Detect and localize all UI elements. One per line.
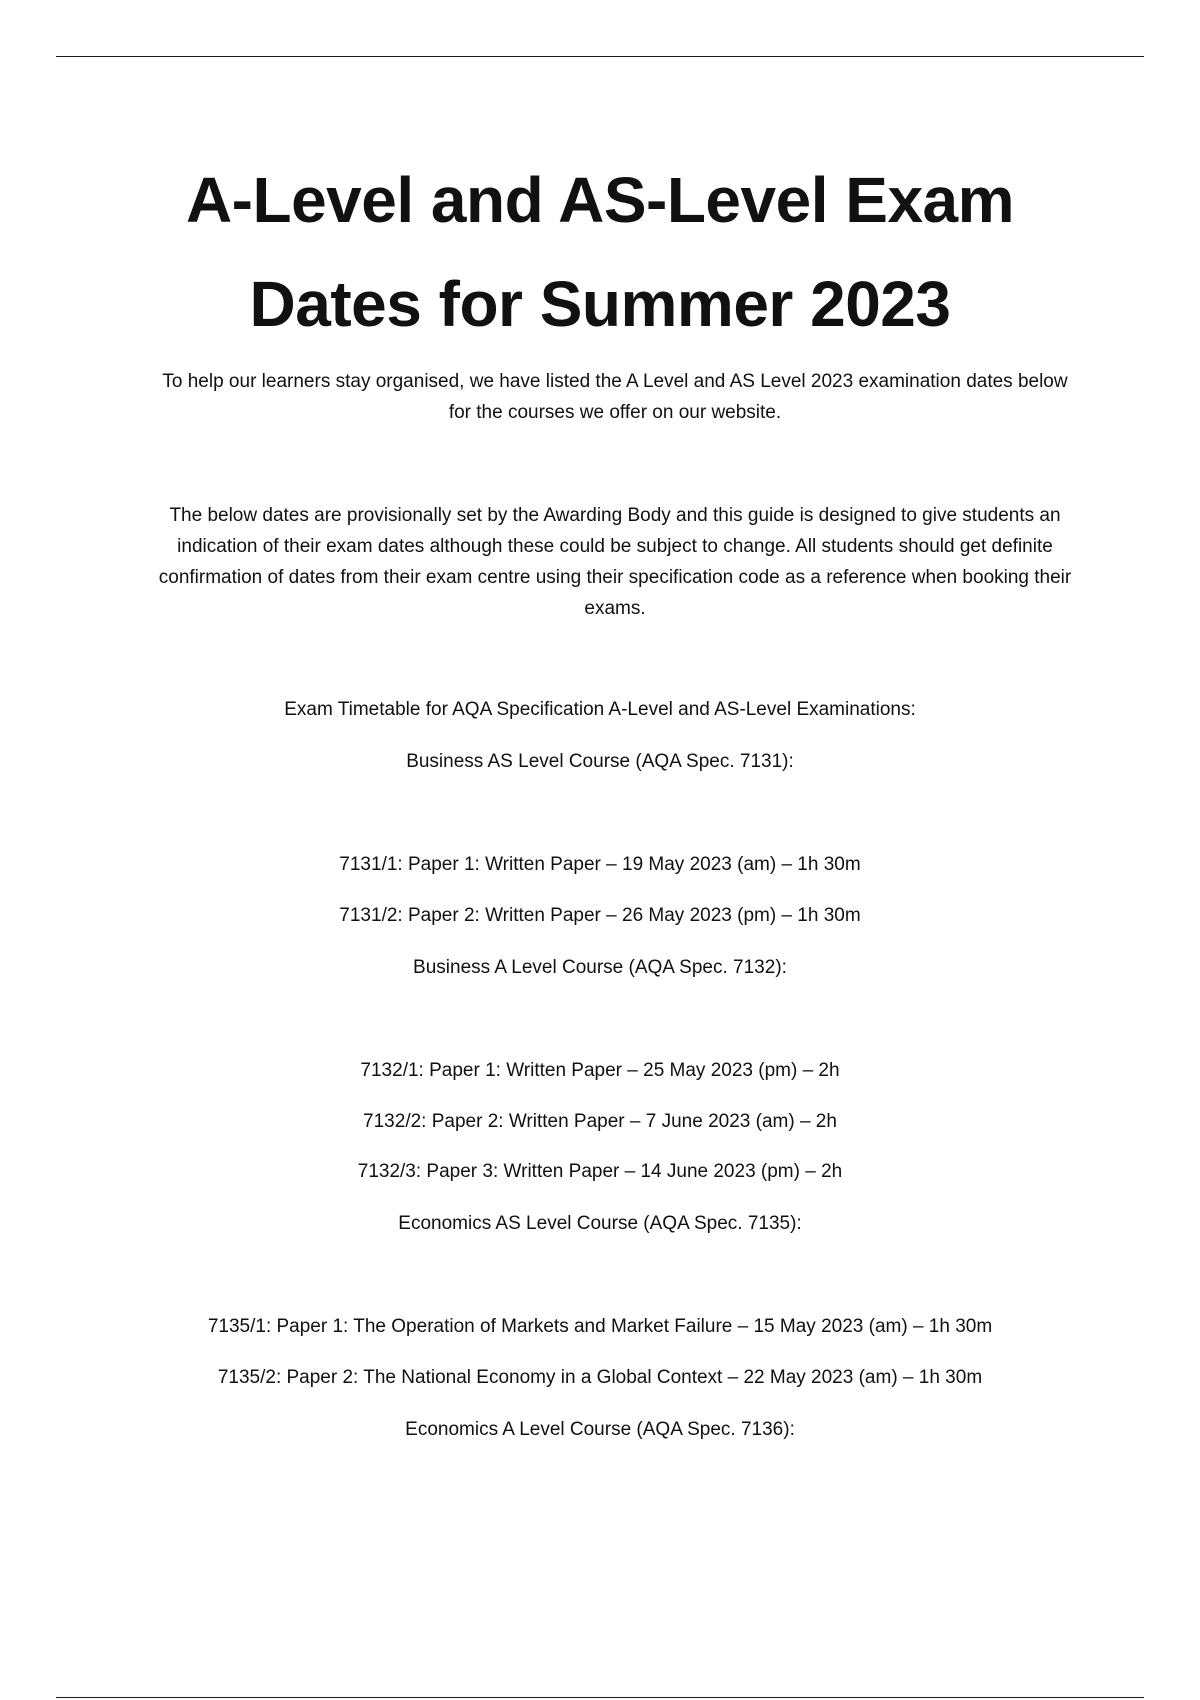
top-divider [56,56,1144,57]
course-heading-economics-as: Economics AS Level Course (AQA Spec. 7135): [398,1213,802,1234]
exam-paper-line: 7132/2: Paper 2: Written Paper – 7 June 2023 (am) – 2h [363,1111,837,1132]
course-heading-business-a: Business A Level Course (AQA Spec. 7132): [413,957,787,978]
page-title [100,148,1100,356]
intro-paragraph: To help our learners stay organised, we have listed the A Level and AS Level 2023 examination dates below for the courses we offer on our website. [162,371,1068,423]
exam-paper-line: 7135/1: Paper 1: The Operation of Markets and Market Failure – 15 May 2023 (am) – 1h 30m [207,1316,993,1337]
course-heading-business-as: Business AS Level Course (AQA Spec. 7131): [406,751,794,772]
page-title-line-1: A-Level and AS-Level Exam [185,164,1015,236]
exam-paper-line: 7131/2: Paper 2: Written Paper – 26 May 2023 (pm) – 1h 30m [339,905,861,926]
exam-paper-line: 7135/2: Paper 2: The National Economy in a Global Context – 22 May 2023 (am) – 1h 30m [217,1367,983,1388]
course-heading-economics-a: Economics A Level Course (AQA Spec. 7136): [405,1419,795,1440]
timetable-heading: Exam Timetable for AQA Specification A-Level and AS-Level Examinations: [284,699,916,720]
disclaimer-paragraph: The below dates are provisionally set by the Awarding Body and this guide is designed to give students an indication of their exam dates although these could be subject to change. All students should get definite confirmation of dates from their exam centre using their specification code as a reference when booking their exams. [158,505,1072,619]
page-title-line-2: Dates for Summer 2023 [249,268,951,340]
bottom-divider [56,1697,1144,1698]
exam-paper-line: 7131/1: Paper 1: Written Paper – 19 May 2023 (am) – 1h 30m [339,854,861,875]
exam-paper-line: 7132/3: Paper 3: Written Paper – 14 June 2023 (pm) – 2h [357,1161,843,1182]
exam-paper-line: 7132/1: Paper 1: Written Paper – 25 May 2023 (pm) – 2h [360,1060,840,1081]
